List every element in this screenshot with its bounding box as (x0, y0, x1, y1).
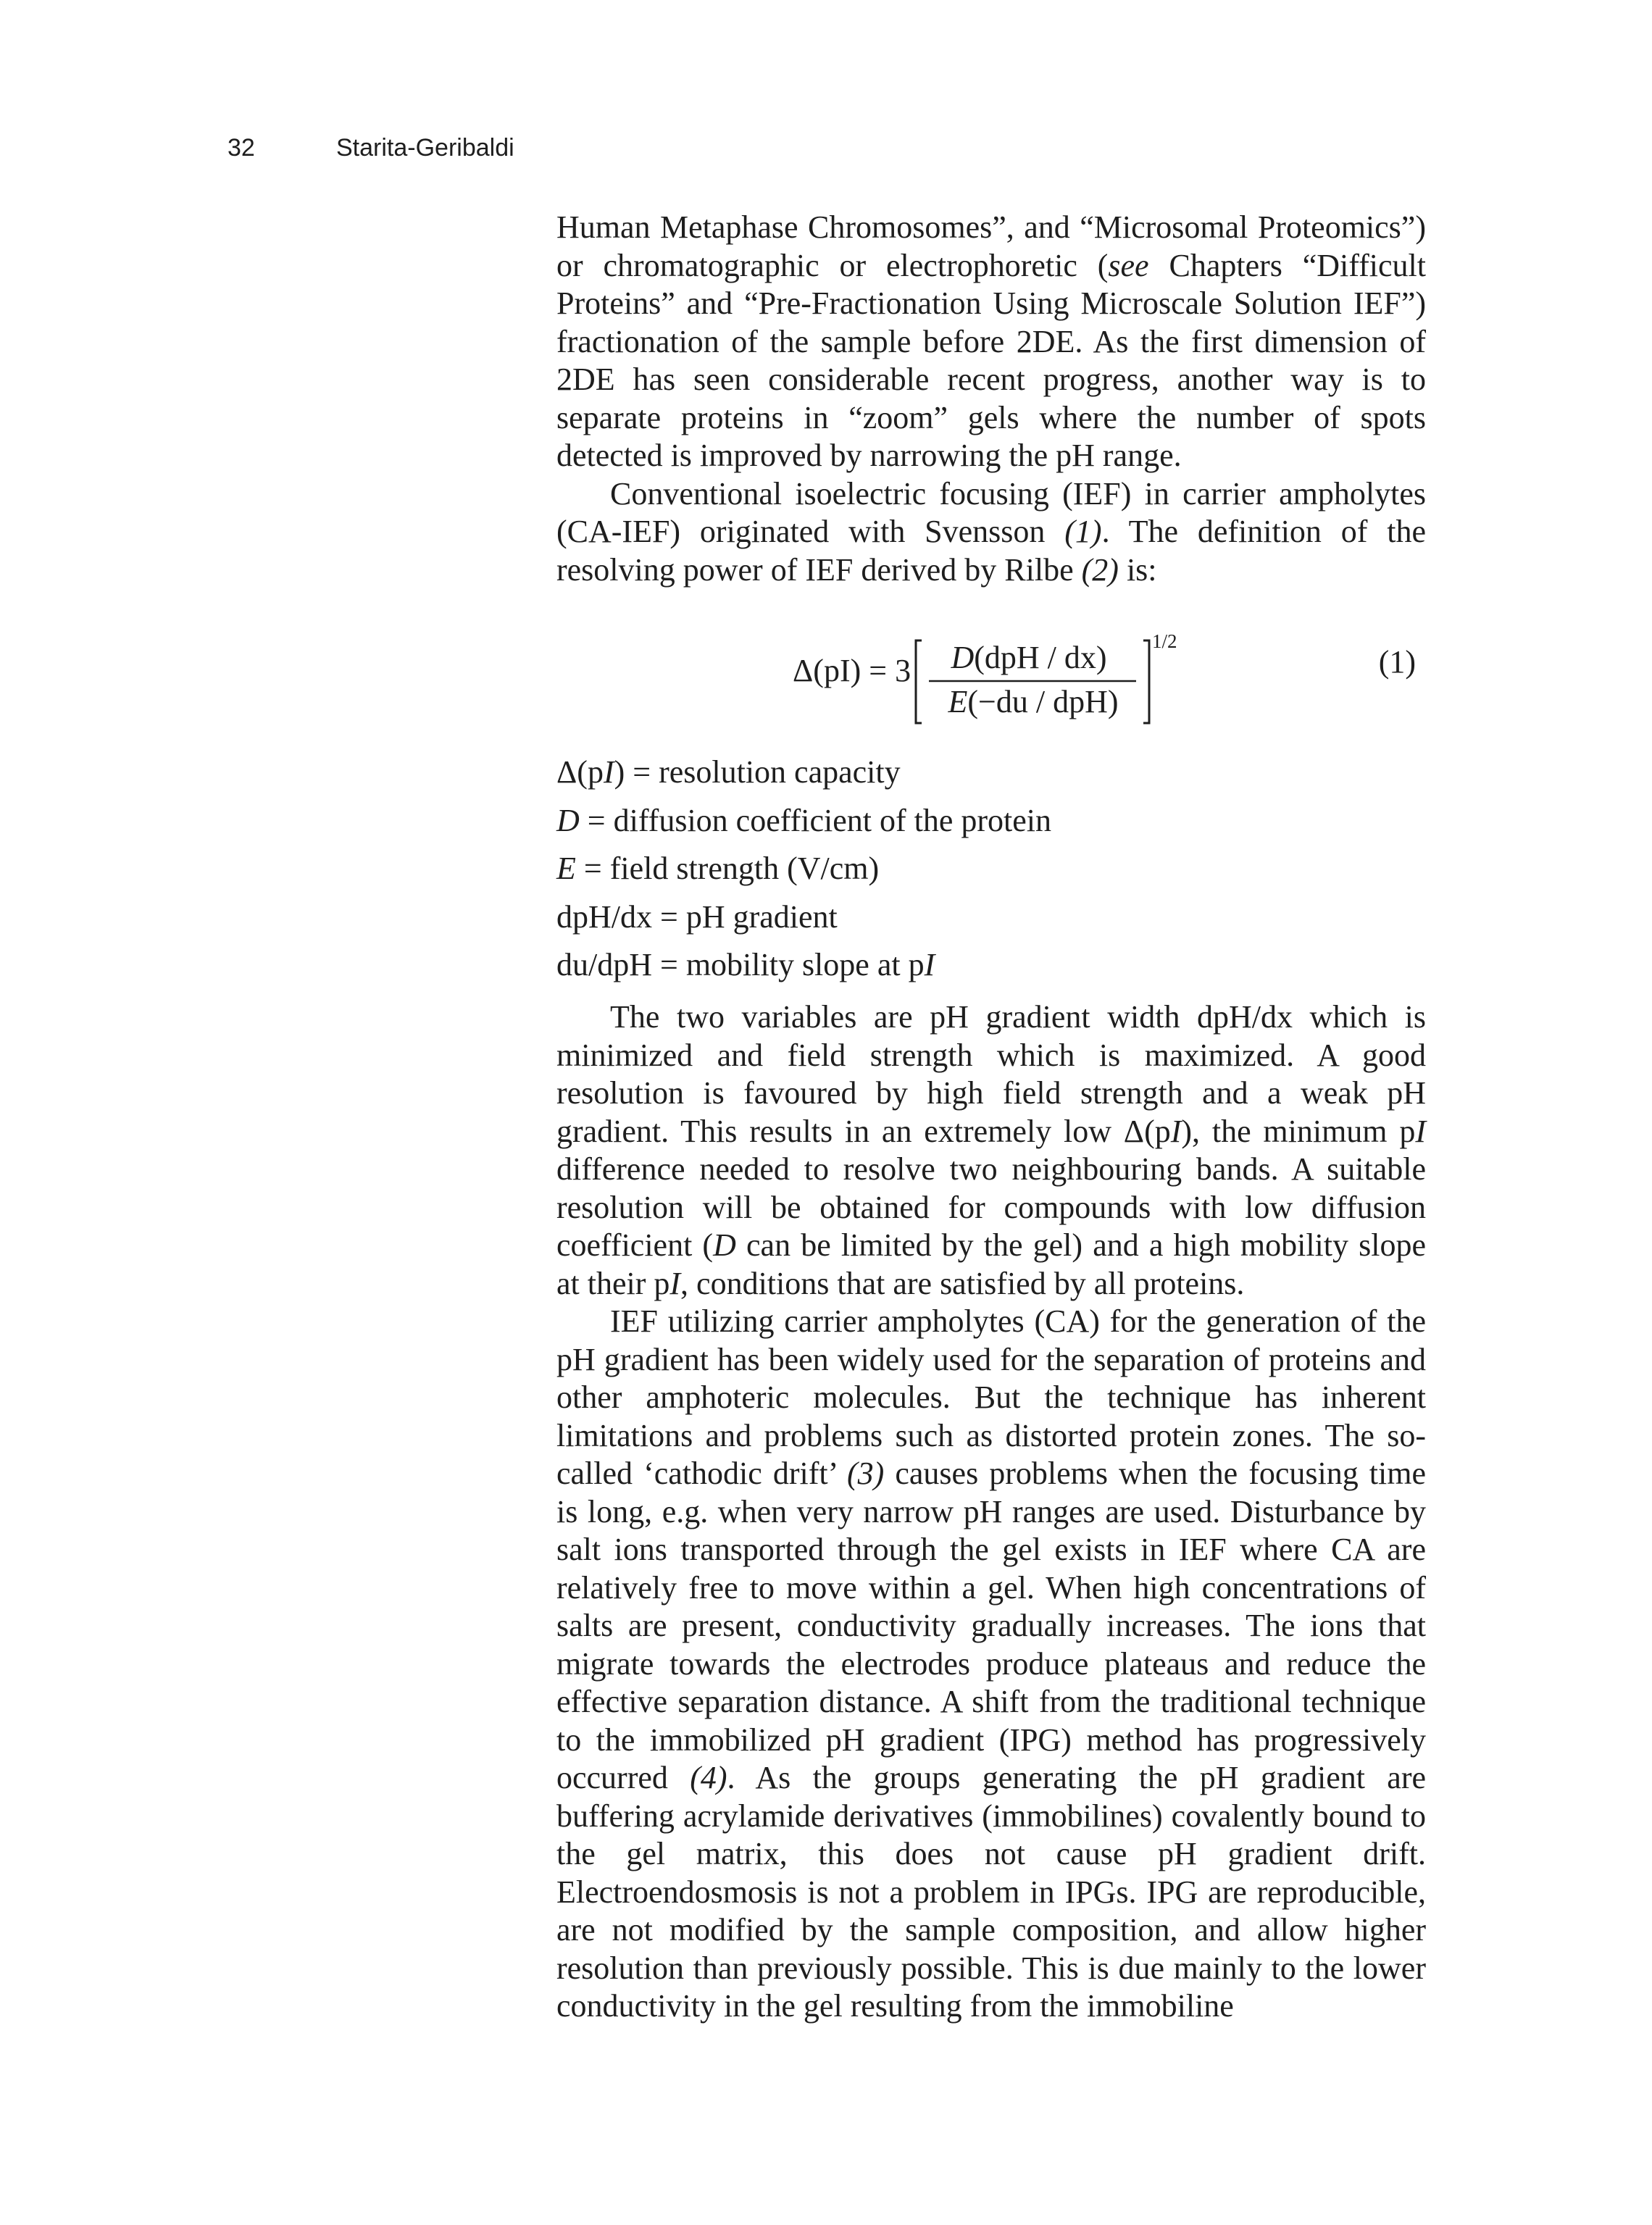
text-segment: Conventional isoelectric focusing (IEF) in carrier ampholytes (CA-IEF) originated with Svensson (556, 475, 1426, 549)
text-segment: ), the minimum p (1181, 1113, 1416, 1149)
left-bracket (916, 640, 922, 723)
definition-text: = resolution capacity (625, 754, 901, 790)
definition-text: = field strength (V/cm) (575, 851, 880, 886)
text-segment: difference needed to resolve two neighbouring bands. A suitable resolution will be obtained for compounds with low diffusion coefficient ( (556, 1151, 1426, 1263)
definition-item (556, 850, 1426, 898)
text-segment: Human Metaphase Chromosomes”, and “Microsomal Proteomics”) or chromatographic or electrophoretic ( (556, 209, 1426, 283)
definition-symbol: I (603, 754, 614, 790)
definition-symbol: Δ(p (556, 754, 604, 790)
paragraph-2 (556, 475, 1426, 590)
denominator-rest: (−du / dpH) (967, 684, 1119, 719)
equation-number: (1) (1378, 644, 1416, 680)
numerator-rest: (dpH / dx) (974, 640, 1107, 675)
definition-symbol: D (556, 802, 580, 838)
text-segment: Chapters “Difficult Proteins” and “Pre-Fractionation Using Microscale Solution IEF”) fractionation of the sample before 2DE. As the first dimension of 2DE has seen considerable recent progress, another way is to separate proteins in “zoom” gels where the number of spots detected is improved by narrowing the pH range. (556, 247, 1426, 473)
body-text-bottom (556, 998, 1426, 2026)
citation-ref: (2) (1081, 551, 1119, 588)
symbol-D: D (713, 1227, 736, 1263)
text-segment: is: (1118, 551, 1157, 588)
text-segment: The two variables are pH gradient width dpH/dx which is minimized and field strength which is maximized. A good resolution is favoured by high field strength and a weak pH gradient. This results in an extremely low Δ(p (556, 999, 1426, 1149)
definition-symbol: dpH/dx (556, 898, 652, 935)
definition-item (556, 946, 1426, 995)
running-head (228, 132, 514, 164)
see-italic: see (1108, 247, 1149, 283)
text-segment: can be limited by the gel) and a high mobility slope at their p (556, 1227, 1427, 1301)
citation-ref: (4) (690, 1760, 727, 1795)
definition-text: = mobility slope at p (652, 947, 925, 982)
page-number: 32 (228, 134, 255, 162)
equation-numerator (950, 640, 1106, 675)
text-segment: , conditions that are satisfied by all proteins. (680, 1265, 1245, 1301)
paragraph-3 (556, 998, 1426, 1303)
symbol-D: D (951, 640, 975, 675)
definition-text: = diffusion coefficient of the protein (579, 802, 1052, 838)
definition-list (556, 754, 1426, 995)
body-text-top (556, 209, 1426, 589)
symbol-E: E (948, 684, 968, 719)
citation-ref: (3) (847, 1456, 885, 1491)
equation-lhs: Δ(pI) = 3 (793, 653, 911, 688)
symbol-I: I (669, 1265, 681, 1301)
definition-symbol: ) (614, 754, 625, 790)
definition-symbol: E (556, 851, 576, 886)
definition-text: = pH gradient (652, 898, 838, 935)
symbol-I: I (1170, 1113, 1182, 1149)
text-segment: . As the groups generating the pH gradient are buffering acrylamide derivatives (immobilines) covalently bound to the gel matrix, this does not cause pH gradient drift. Electroendosmosis is not a problem in IPGs. IPG are reproducible, are not modified by the sample composition, and allow higher resolution than previously possible. This is due mainly to the lower conductivity in the gel resulting from the immobiline (556, 1760, 1426, 2024)
definition-symbol: I (924, 947, 935, 982)
definition-item (556, 802, 1426, 851)
symbol-I: I (1415, 1113, 1426, 1149)
equation-exponent: 1/2 (1152, 630, 1177, 652)
equation-graphic (556, 625, 1426, 733)
text-segment: . The definition of the resolving power of IEF derived by Rilbe (556, 514, 1426, 588)
text-segment: IEF utilizing carrier ampholytes (CA) for the generation of the pH gradient has been widely used for the separation of proteins and other amphoteric molecules. But the technique has inherent limitations and problems such as distorted protein zones. The so-called ‘cathodic drift’ (556, 1303, 1426, 1491)
definition-item (556, 754, 1426, 802)
text-segment: causes problems when the focusing time is long, e.g. when very narrow pH ranges are used. Disturbance by salt ions transported through the gel exists in IEF where CA are relatively free to move within a gel. When high concentrations of salts are present, conductivity gradually increases. The ions that migrate towards the electrodes produce plateaus and reduce the effective separation distance. A shift from the traditional technique to the immobilized pH gradient (IPG) method has progressively occurred (556, 1456, 1426, 1795)
paragraph-1 (556, 209, 1426, 475)
definition-item (556, 898, 1426, 947)
equation-denominator (947, 684, 1118, 719)
equation-1 (556, 625, 1426, 733)
right-bracket (1143, 640, 1149, 723)
citation-ref: (1) (1064, 514, 1102, 549)
definition-symbol: du/dpH (556, 947, 652, 982)
paragraph-4 (556, 1303, 1426, 2026)
running-title: Starita-Geribaldi (336, 134, 514, 162)
